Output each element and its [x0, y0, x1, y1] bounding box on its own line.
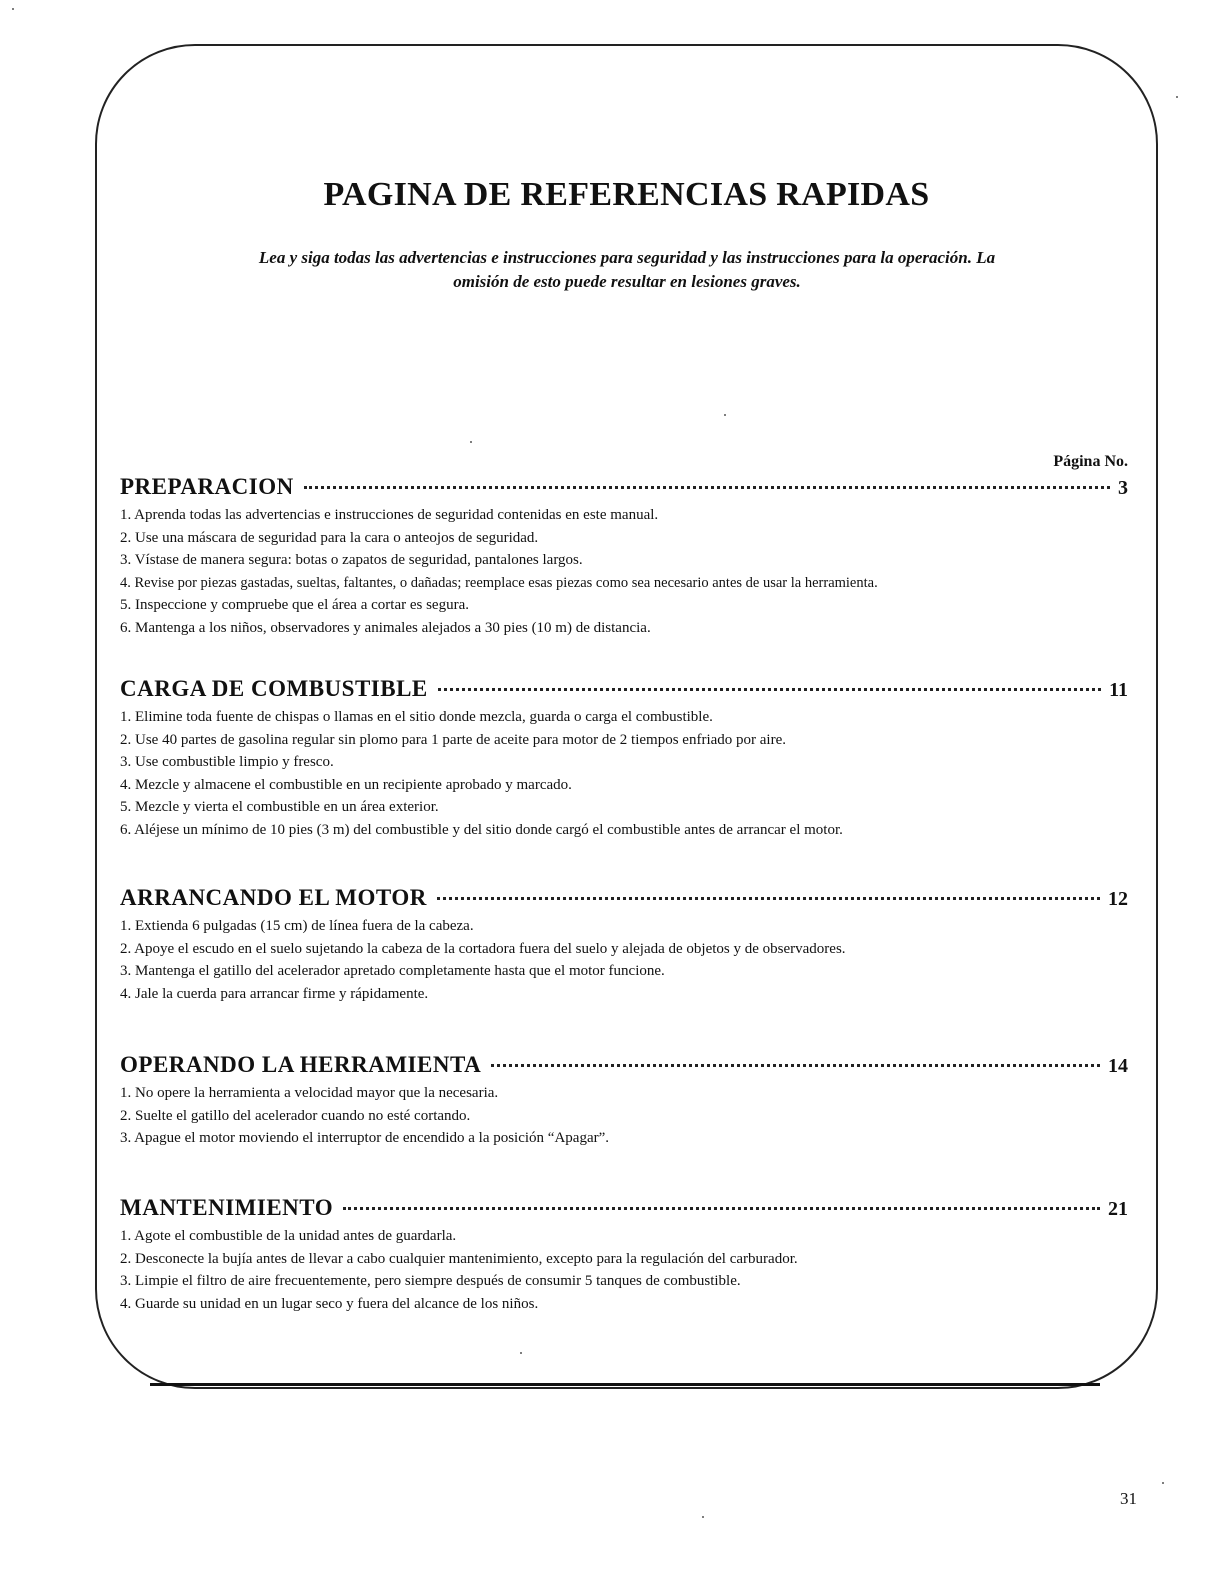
scan-speck — [702, 1516, 704, 1518]
list-item: 6. Mantenga a los niños, observadores y animales alejados a 30 pies (10 m) de distancia. — [120, 619, 651, 636]
section-heading — [120, 885, 1128, 915]
section-carga-de-combustible — [120, 676, 1128, 842]
section-title: CARGA DE COMBUSTIBLE — [120, 676, 428, 701]
list-item: 4. Mezcle y almacene el combustible en un recipiente aprobado y marcado. — [120, 776, 572, 793]
scan-speck — [520, 1352, 522, 1354]
scan-speck — [470, 441, 472, 443]
list-item: 1. Agote el combustible de la unidad antes de guardarla. — [120, 1228, 457, 1244]
dot-leader — [491, 1064, 1100, 1067]
section-page-number: 11 — [1109, 679, 1128, 701]
list-item: 4. Jale la cuerda para arrancar firme y rápidamente. — [120, 985, 429, 1002]
safety-subtitle: Lea y siga todas las advertencias e instrucciones para seguridad y las instrucciones para la operación. La omisión de esto puede resultar en lesiones graves. — [258, 248, 996, 291]
list-item: 3. Limpie el filtro de aire frecuentemente, pero siempre después de consumir 5 tanques de combustible. — [120, 1273, 741, 1290]
list-item: 1. Extienda 6 pulgadas (15 cm) de línea fuera de la cabeza. — [120, 918, 474, 934]
section-arrancando-el-motor — [120, 885, 1128, 1005]
instruction-list — [120, 504, 1128, 640]
list-item: 4. Guarde su unidad en un lugar seco y fuera del alcance de los niños. — [120, 1295, 539, 1312]
list-item: 5. Mezcle y vierta el combustible en un área exterior. — [120, 799, 439, 816]
section-heading — [120, 1052, 1128, 1082]
section-heading — [120, 676, 1128, 706]
list-item: 3. Mantenga el gatillo del acelerador apretado completamente hasta que el motor funcione. — [120, 963, 665, 980]
section-page-number: 14 — [1108, 1055, 1128, 1077]
section-heading — [120, 474, 1128, 504]
list-item: 2. Use una máscara de seguridad para la cara o anteojos de seguridad. — [120, 529, 539, 546]
section-title: MANTENIMIENTO — [120, 1195, 334, 1220]
section-page-number: 21 — [1108, 1198, 1128, 1220]
section-heading — [120, 1195, 1128, 1225]
scan-speck — [1162, 1482, 1164, 1484]
instruction-list — [120, 1082, 1128, 1150]
list-item: 1. Aprenda todas las advertencias e instrucciones de seguridad contenidas en este manual. — [120, 507, 659, 523]
section-mantenimiento — [120, 1195, 1128, 1315]
list-item: 4. Revise por piezas gastadas, sueltas, faltantes, o dañadas; reemplace esas piezas como sea necesario antes de usar la herramienta. — [120, 574, 878, 591]
section-preparacion — [120, 474, 1128, 640]
list-item: 2. Use 40 partes de gasolina regular sin plomo para 1 parte de aceite para motor de 2 tiempos enfriado por aire. — [120, 731, 787, 748]
page-number: 31 — [1120, 1489, 1137, 1508]
dot-leader — [304, 486, 1110, 489]
section-operando-la-herramienta — [120, 1052, 1128, 1150]
list-item: 6. Aléjese un mínimo de 10 pies (3 m) del combustible y del sitio donde cargó el combustible antes de arrancar el motor. — [120, 821, 843, 838]
section-page-number: 12 — [1108, 888, 1128, 910]
page-number-column-label: Página No. — [1053, 453, 1128, 470]
list-item: 3. Apague el motor moviendo el interruptor de encendido a la posición “Apagar”. — [120, 1130, 610, 1147]
section-title: ARRANCANDO EL MOTOR — [120, 885, 427, 910]
list-item: 1. Elimine toda fuente de chispas o llamas en el sitio donde mezcla, guarda o carga el combustible. — [120, 709, 713, 725]
dot-leader — [437, 897, 1100, 900]
dot-leader — [343, 1207, 1100, 1210]
list-item: 2. Desconecte la bujía antes de llevar a cabo cualquier mantenimiento, excepto para la regulación del carburador. — [120, 1250, 798, 1267]
section-title: PREPARACION — [120, 474, 294, 499]
list-item: 2. Suelte el gatillo del acelerador cuando no esté cortando. — [120, 1107, 471, 1124]
list-item: 3. Use combustible limpio y fresco. — [120, 754, 334, 771]
instruction-list — [120, 915, 1128, 1005]
list-item: 3. Vístase de manera segura: botas o zapatos de seguridad, pantalones largos. — [120, 552, 583, 569]
scan-speck — [1176, 96, 1178, 98]
frame-bottom-rule — [150, 1383, 1100, 1386]
instruction-list — [120, 706, 1128, 842]
section-title: OPERANDO LA HERRAMIENTA — [120, 1052, 482, 1077]
list-item: 5. Inspeccione y compruebe que el área a cortar es segura. — [120, 597, 469, 614]
dot-leader — [438, 688, 1101, 691]
section-page-number: 3 — [1118, 477, 1128, 499]
list-item: 1. No opere la herramienta a velocidad mayor que la necesaria. — [120, 1085, 499, 1101]
instruction-list — [120, 1225, 1128, 1315]
scan-speck — [12, 8, 14, 10]
scan-speck — [724, 414, 726, 416]
page-title: PAGINA DE REFERENCIAS RAPIDAS — [323, 176, 930, 213]
list-item: 2. Apoye el escudo en el suelo sujetando la cabeza de la cortadora fuera del suelo y alejada de objetos y de observadores. — [120, 940, 846, 957]
